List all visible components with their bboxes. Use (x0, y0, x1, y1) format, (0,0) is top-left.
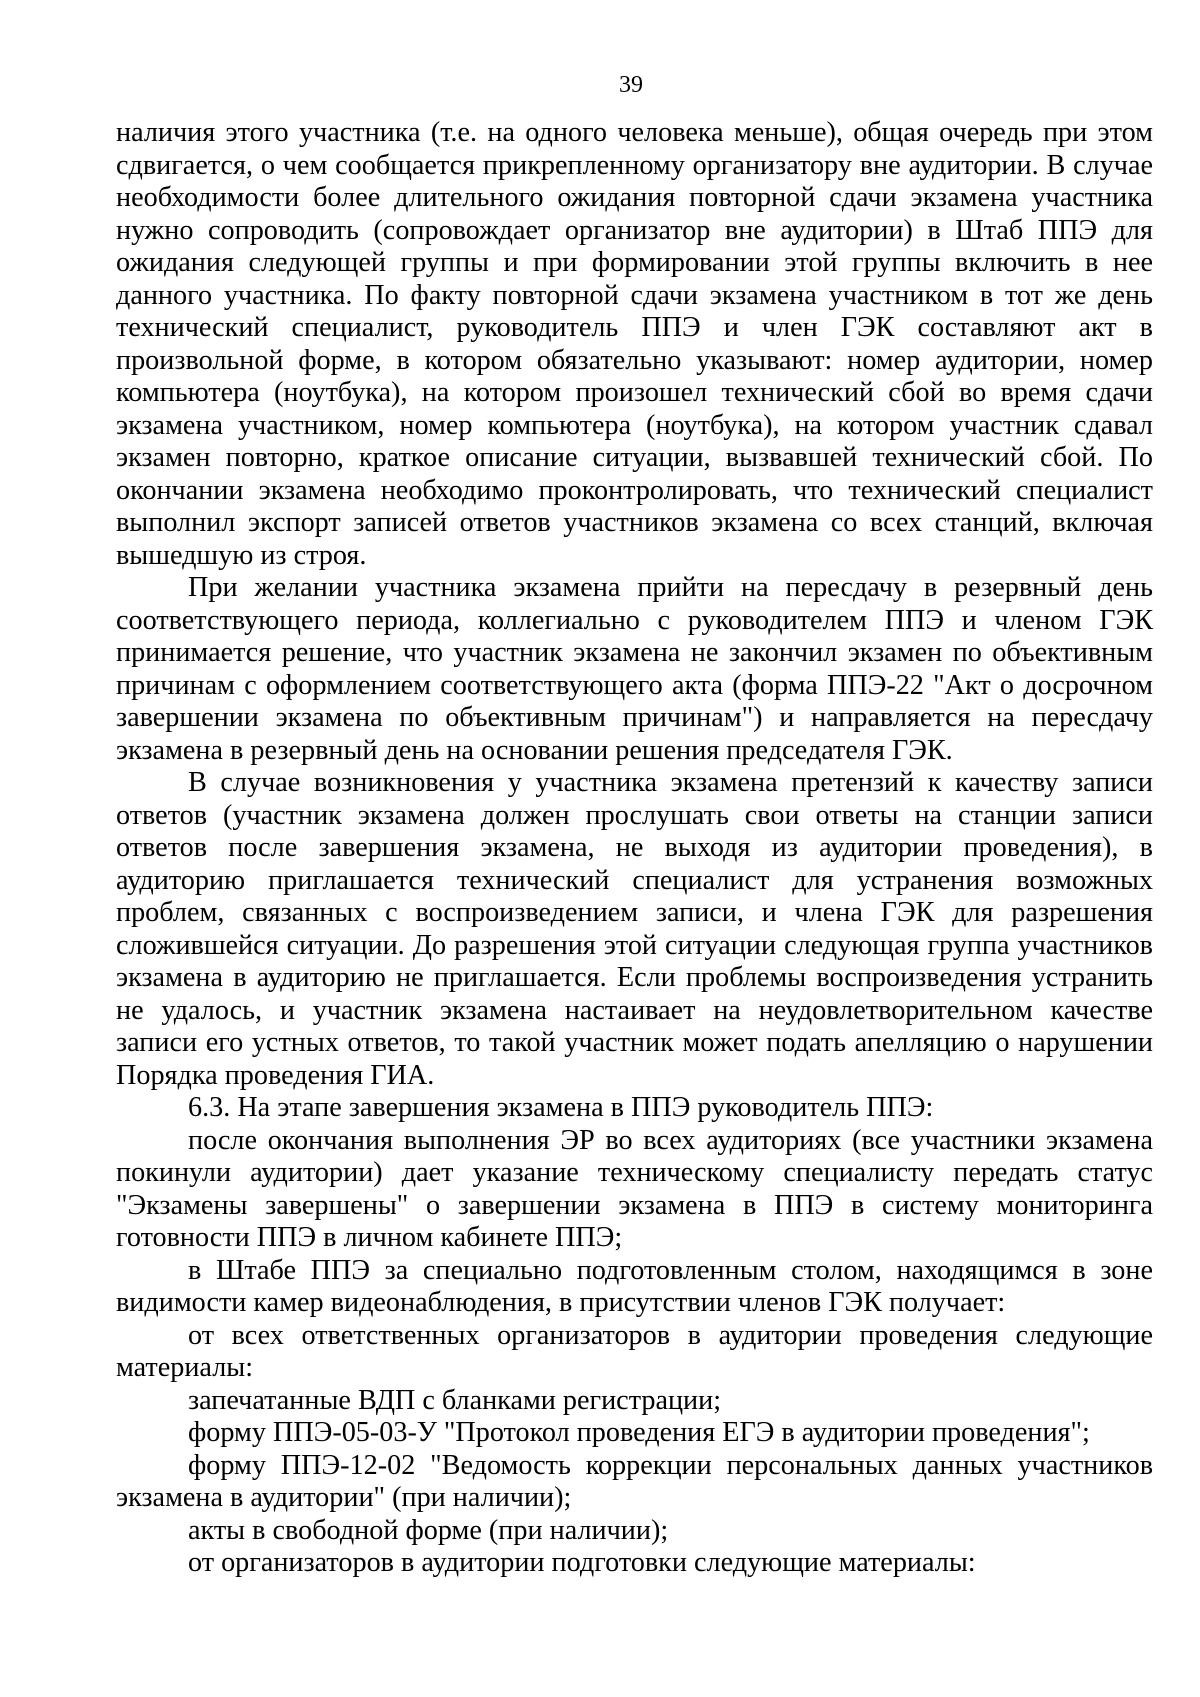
paragraph: наличия этого участника (т.е. на одного человека меньше), общая очередь при этом сдвигается, о чем сообщается прикрепленному организатору вне аудитории. В случае необходимости более длительного ожидания повторной сдачи экзамена участника нужно сопроводить (сопровождает организатор вне аудитории) в Штаб ППЭ для ожидания следующей группы и при формировании этой группы включить в нее данного участника. По факту повторной сдачи экзамена участником в тот же день технический специалист, руководитель ППЭ и член ГЭК составляют акт в произвольной форме, в котором обязательно указывают: номер аудитории, номер компьютера (ноутбука), на котором произошел технический сбой во время сдачи экзамена участником, номер компьютера (ноутбука), на котором участник сдавал экзамен повторно, краткое описание ситуации, вызвавшей технический сбой. По окончании экзамена необходимо проконтролировать, что технический специалист выполнил экспорт записей ответов участников экзамена со всех станций, включая вышедшую из строя. (116, 117, 1153, 571)
list-item: запечатанные ВДП с бланками регистрации; (188, 1384, 722, 1416)
list-item: форму ППЭ-12-02 "Ведомость коррекции персональных данных участников экзамена в аудитории" (при наличии); (116, 1449, 1153, 1513)
paragraph: в Штабе ППЭ за специально подготовленным столом, находящимся в зоне видимости камер видеонаблюдения, в присутствии членов ГЭК получает: (116, 1254, 1153, 1318)
document-body (116, 117, 1153, 1580)
section-heading: 6.3. На этапе завершения экзамена в ППЭ руководитель ППЭ: (188, 1092, 934, 1123)
list-item: форму ППЭ-05-03-У "Протокол проведения ЕГЭ в аудитории проведения"; (188, 1417, 1090, 1448)
page-number: 39 (619, 72, 643, 98)
paragraph: При желании участника экзамена прийти на пересдачу в резервный день соответствующего периода, коллегиально с руководителем ППЭ и членом ГЭК принимается решение, что участник экзамена не закончил экзамен по объективным причинам с оформлением соответствующего акта (форма ППЭ-22 "Акт о досрочном завершении экзамена по объективным причинам") и направляется на пересдачу экзамена в резервный день на основании решения председателя ГЭК. (116, 572, 1153, 766)
paragraph: В случае возникновения у участника экзамена претензий к качеству записи ответов (участник экзамена должен прослушать свои ответы на станции записи ответов после завершения экзамена, не выходя из аудитории проведения), в аудиторию приглашается технический специалист для устранения возможных проблем, связанных с воспроизведением записи, и члена ГЭК для разрешения сложившейся ситуации. До разрешения этой ситуации следующая группа участников экзамена в аудиторию не приглашается. Если проблемы воспроизведения устранить не удалось, и участник экзамена настаивает на неудовлетворительном качестве записи его устных ответов, то такой участник может подать апелляцию о нарушении Порядка проведения ГИА. (116, 767, 1153, 1091)
paragraph: после окончания выполнения ЭР во всех аудиториях (все участники экзамена покинули аудитории) дает указание техническому специалисту передать статус "Экзамены завершены" о завершении экзамена в ППЭ в систему мониторинга готовности ППЭ в личном кабинете ППЭ; (116, 1124, 1153, 1253)
paragraph: от всех ответственных организаторов в аудитории проведения следующие материалы: (116, 1319, 1153, 1383)
list-item: акты в свободной форме (при наличии); (188, 1514, 669, 1546)
paragraph: от организаторов в аудитории подготовки следующие материалы: (188, 1547, 976, 1578)
